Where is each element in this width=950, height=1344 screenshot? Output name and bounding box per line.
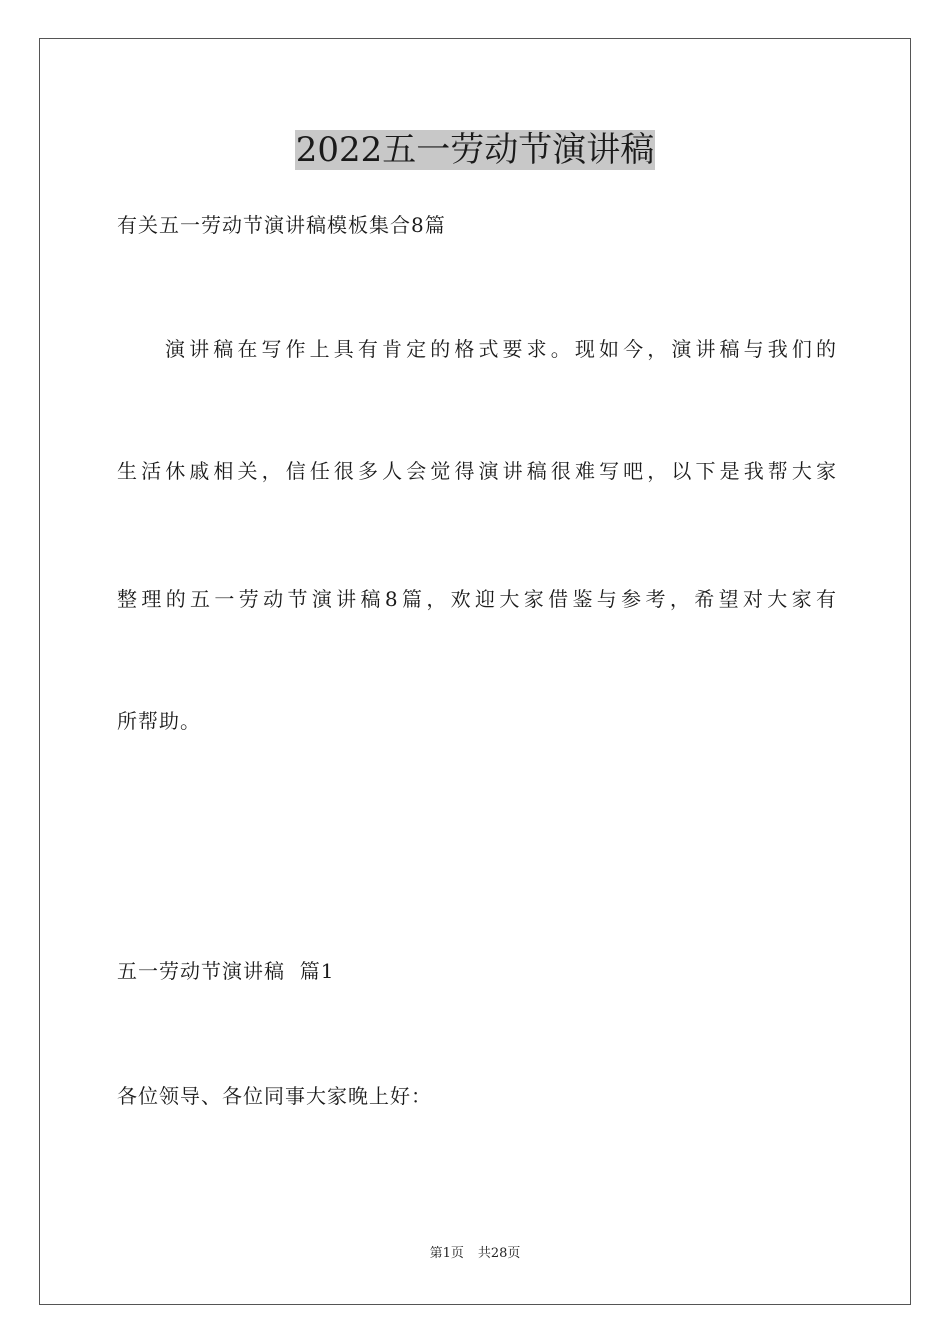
page-total: 共28页 bbox=[477, 1246, 521, 1261]
document-title bbox=[0, 124, 950, 176]
greeting-line: 各位领导、各位同事大家晚上好： bbox=[117, 1084, 432, 1108]
section-heading: 五一劳动节演讲稿 篇1 bbox=[117, 959, 335, 983]
document-title-text: 2022五一劳动节演讲稿 bbox=[295, 130, 655, 170]
document-subtitle: 有关五一劳动节演讲稿模板集合8篇 bbox=[117, 213, 446, 237]
intro-line-1: 演讲稿在写作上具有肯定的格式要求。现如今，演讲稿与我们的 bbox=[165, 337, 837, 361]
page-footer bbox=[0, 1244, 950, 1264]
page-number: 第1页 bbox=[429, 1246, 464, 1261]
intro-line-4: 所帮助。 bbox=[117, 709, 201, 733]
intro-line-3: 整理的五一劳动节演讲稿8篇，欢迎大家借鉴与参考，希望对大家有 bbox=[117, 587, 837, 611]
intro-line-2: 生活休戚相关，信任很多人会觉得演讲稿很难写吧，以下是我帮大家 bbox=[117, 459, 837, 483]
